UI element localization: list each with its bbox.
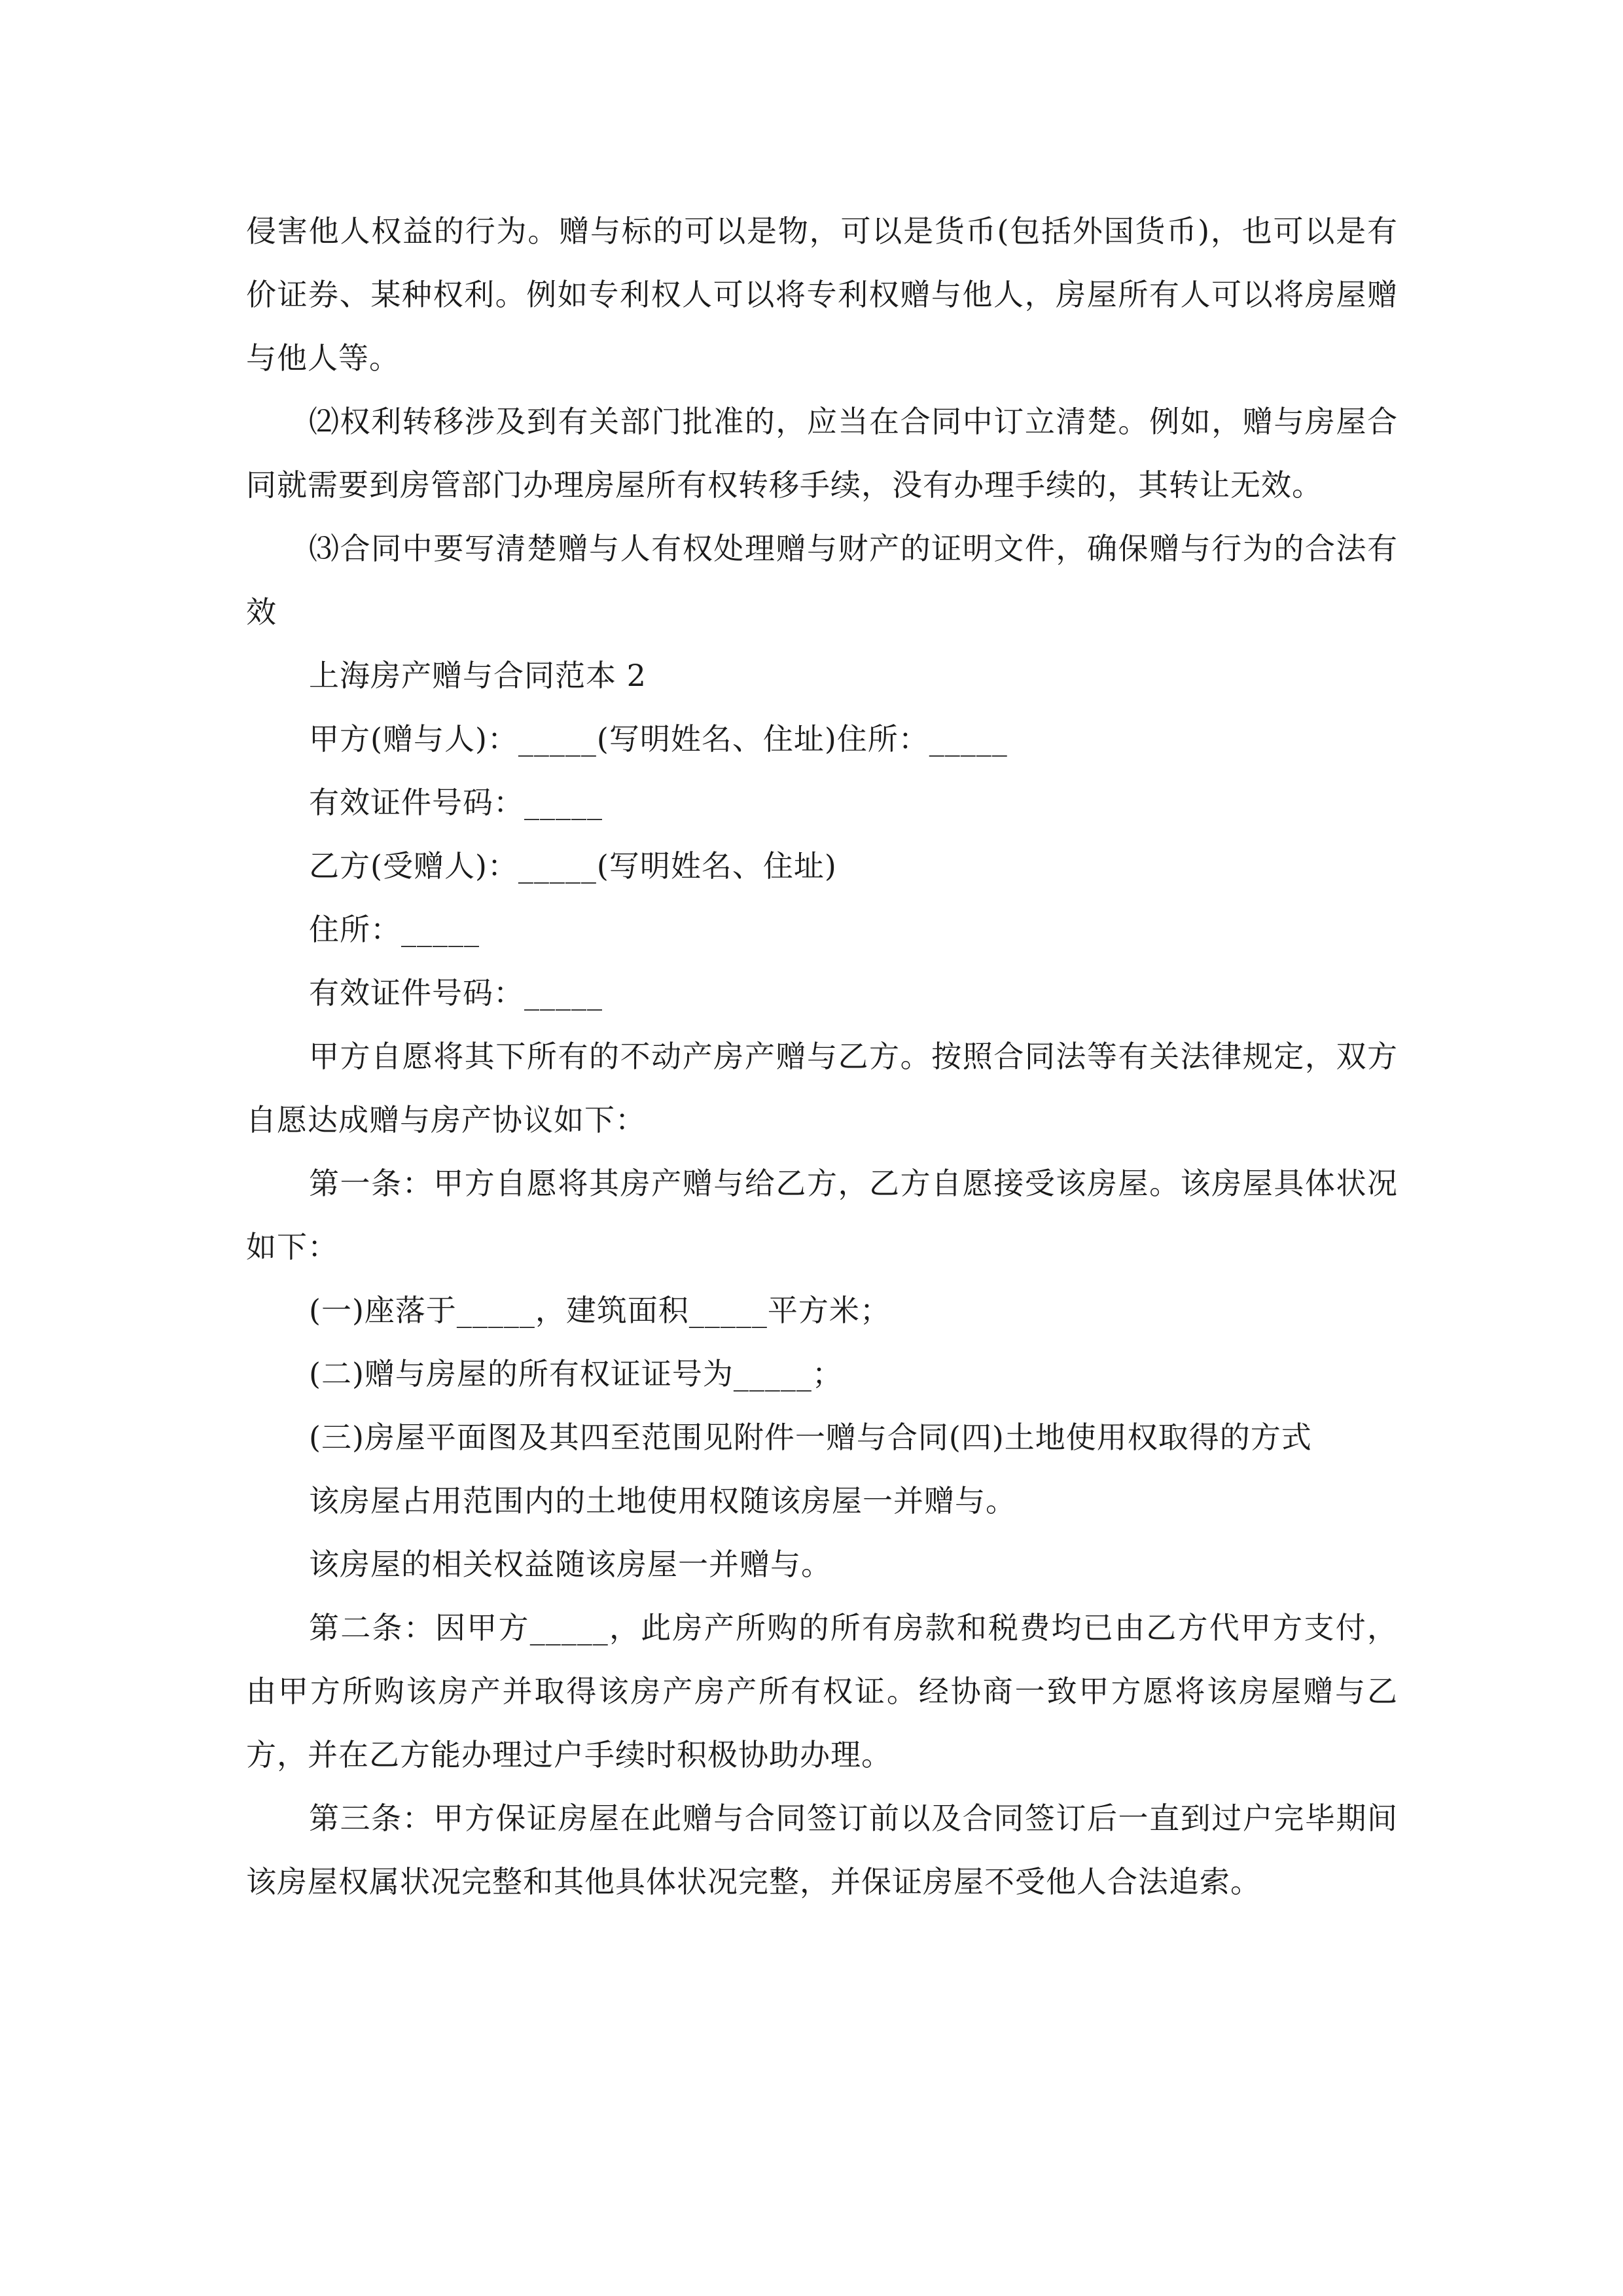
paragraph: 甲方自愿将其下所有的不动产房产赠与乙方。按照合同法等有关法律规定，双方自愿达成赠与房产协议如下：	[246, 1039, 1398, 1138]
paragraph: ⑵权利转移涉及到有关部门批准的，应当在合同中订立清楚。例如，赠与房屋合同就需要到房管部门办理房屋所有权转移手续，没有办理手续的，其转让无效。	[246, 404, 1398, 503]
document-body	[246, 200, 1398, 1914]
party-b-line: 乙方(受赠人)：_____(写明姓名、住址)	[309, 848, 837, 884]
article-3: 第三条：甲方保证房屋在此赠与合同签订前以及合同签订后一直到过户完毕期间该房屋权属状况完整和其他具体状况完整，并保证房屋不受他人合法追索。	[246, 1801, 1398, 1899]
paragraph: 该房屋的相关权益随该房屋一并赠与。	[309, 1547, 832, 1582]
article-item: (一)座落于_____，建筑面积_____平方米；	[309, 1293, 891, 1328]
party-a-id-line: 有效证件号码：_____	[309, 785, 603, 820]
section-title: 上海房产赠与合同范本 2	[309, 658, 647, 693]
article-2: 第二条：因甲方_____，此房产所购的所有房款和税费均已由乙方代甲方支付，由甲方所购该房产并取得该房产房产所有权证。经协商一致甲方愿将该房屋赠与乙方，并在乙方能办理过户手续时积极协助办理。	[246, 1610, 1398, 1772]
paragraph: 该房屋占用范围内的土地使用权随该房屋一并赠与。	[309, 1483, 1016, 1518]
party-b-address-line: 住所：_____	[309, 912, 480, 947]
article-item: (二)赠与房屋的所有权证证号为_____；	[309, 1356, 843, 1391]
article-1: 第一条：甲方自愿将其房产赠与给乙方，乙方自愿接受该房屋。该房屋具体状况如下：	[246, 1166, 1398, 1265]
paragraph: ⑶合同中要写清楚赠与人有权处理赠与财产的证明文件，确保赠与行为的合法有效	[246, 531, 1398, 630]
party-b-id-line: 有效证件号码：_____	[309, 975, 603, 1011]
paragraph: 侵害他人权益的行为。赠与标的可以是物，可以是货币(包括外国货币)，也可以是有价证券、某种权利。例如专利权人可以将专利权赠与他人，房屋所有人可以将房屋赠与他人等。	[246, 213, 1398, 376]
article-item: (三)房屋平面图及其四至范围见附件一赠与合同(四)土地使用权取得的方式	[309, 1420, 1312, 1455]
party-a-line: 甲方(赠与人)：_____(写明姓名、住址)住所：_____	[309, 721, 1008, 757]
